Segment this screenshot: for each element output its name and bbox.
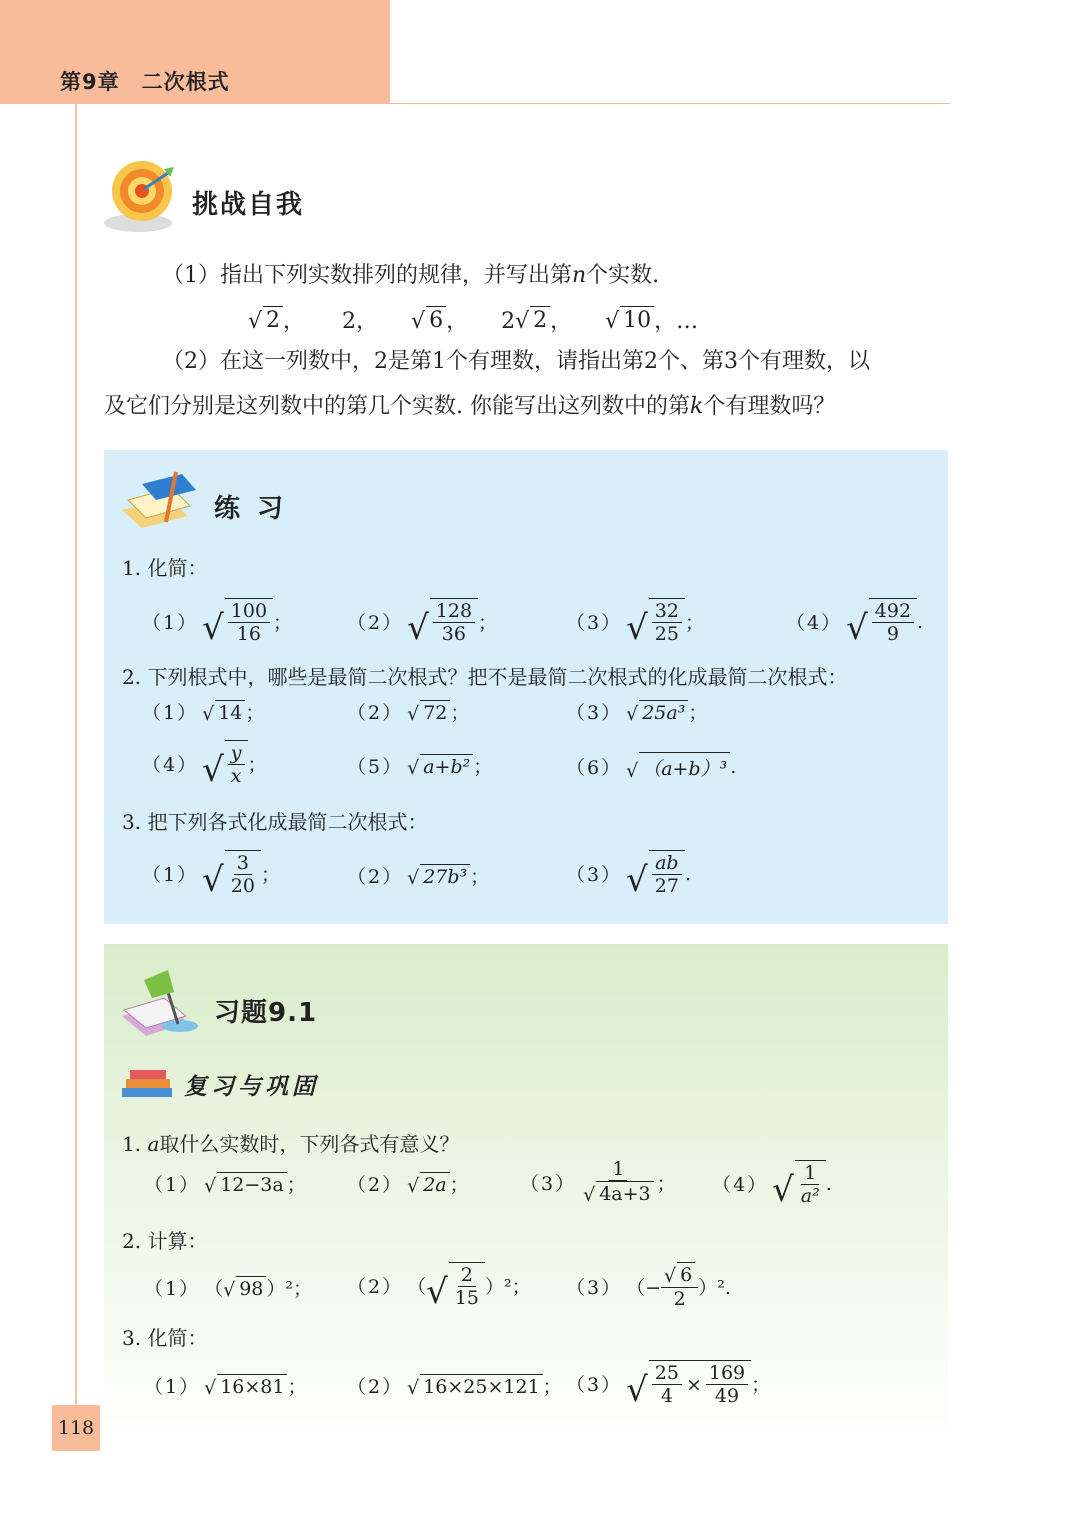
exercise-q1-item1: （1） √ 12−3a ； [144,1173,306,1197]
practice-q1-item2: （2） √ $\frac{128}{36}$ ； [347,600,498,648]
exercise-q3-item1: （1） √ 16×81 ； [144,1375,307,1399]
lamp-book-icon [118,966,204,1040]
books-icon [118,470,204,532]
exercise-q3: 3. 化简： [122,1326,208,1350]
exercise-q1: 1. a取什么实数时，下列各式有意义？ [122,1132,460,1156]
exercise-q1-item4: （4） √ $\frac{1}{\text{a²}}$ . [712,1162,832,1210]
chapter-title: 第9章 二次根式 [60,70,230,94]
practice-q1-item3: （3） √ $\frac{32}{25}$ ； [566,600,704,648]
exercise-subtitle: 复习与巩固 [184,1073,319,1100]
practice-q2-item5: （5） √ a+b² ； [347,755,493,779]
practice-q2-item4: （4） √ $\frac{y}{x}$ ； [142,742,267,790]
target-icon [102,155,182,235]
exercise-q2-item1: （1） （ √ 98 ）²； [144,1277,313,1301]
exercise-q3-item2: （2） √ 16×25×121 ； [347,1375,562,1399]
practice-q3-item2: （2） √ 27b³ ； [347,865,490,889]
practice-q1-item4: （4） √ $\frac{492}{9}$ . [786,600,924,648]
practice-q2-item3: （3） √ 25a³ ； [566,701,708,725]
book-stack-icon [118,1066,178,1100]
practice-q3-item1: （1） √ $\frac{3}{20}$ ； [142,852,280,900]
challenge-q1: （1）指出下列实数排列的规律，并写出第n个实数. [162,263,660,288]
practice-q1: 1. 化简： [122,556,208,580]
exercise-title: 习题9.1 [214,998,318,1028]
exercise-q2: 2. 计算： [122,1229,208,1253]
number-sequence: √ 2 ， 2， √ 6 ， 2 √ 2 ， √ 10 ，… [248,308,699,334]
practice-title: 练 习 [214,494,288,524]
challenge-q2-line2: 及它们分别是这列数中的第几个实数. 你能写出这列数中的第k个有理数吗？ [104,394,836,419]
exercise-q1-item3: （3） 1 √ 4a+3 ； [520,1158,676,1206]
practice-q2: 2. 下列根式中，哪些是最简二次根式？把不是最简二次根式的化成最简二次根式： [122,665,848,689]
practice-q2-item6: （6） √ （a+b）³ . [566,752,736,781]
exercise-q2-item2: （2） （ √ $\frac{2}{15}$ ）²； [347,1264,531,1312]
practice-q2-item2: （2） √ 72 ； [347,701,470,725]
practice-q3: 3. 把下列各式化成最简二次根式： [122,810,428,834]
practice-q3-item3: （3） √ $\frac{ab}{27}$ . [566,852,691,900]
exercise-q3-item3: （3） √ $\frac{25}{4}$ × $\frac{169}{49}$ ； [566,1362,771,1410]
challenge-title: 挑战自我 [192,190,305,220]
side-rule [75,104,77,1424]
exercise-q1-item2: （2） √ 2a ； [347,1173,469,1197]
practice-q1-item1: （1） √ $\frac{100}{16}$ ； [142,600,293,648]
practice-q2-item1: （1） √ 14 ； [142,701,265,725]
challenge-q2-line1: （2）在这一列数中，2是第1个有理数，请指出第2个、第3个有理数，以 [162,349,870,374]
header-rule [390,103,950,104]
exercise-q2-item3: （3） （− √ 6 2 ）². [566,1264,731,1310]
page-number: 118 [52,1405,100,1451]
